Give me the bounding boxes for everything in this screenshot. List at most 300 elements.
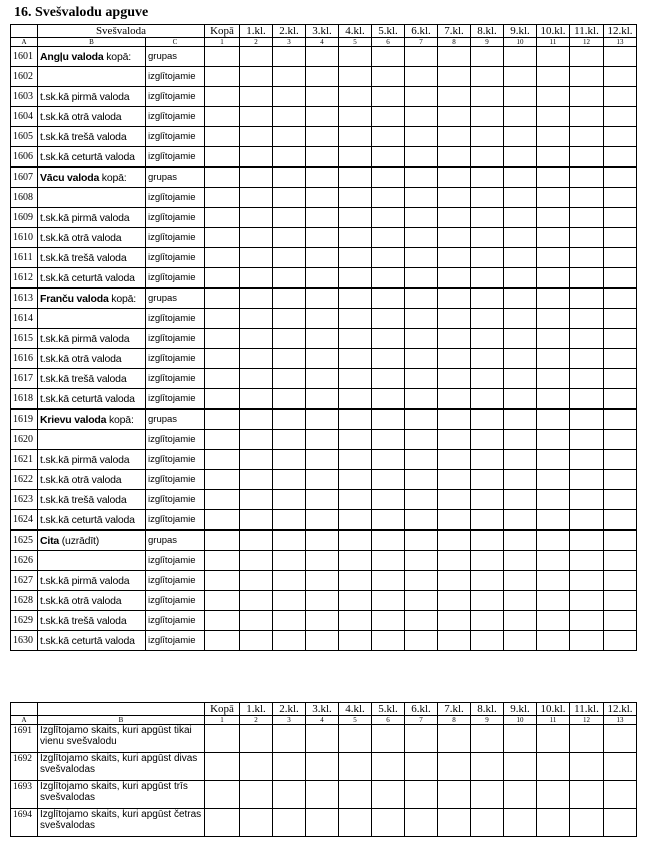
data-cell[interactable] <box>570 127 604 147</box>
data-cell[interactable] <box>471 228 504 248</box>
data-cell[interactable] <box>240 470 273 490</box>
data-cell[interactable] <box>537 530 570 551</box>
data-cell[interactable] <box>504 67 537 87</box>
data-cell[interactable] <box>504 47 537 67</box>
data-cell[interactable] <box>405 268 438 289</box>
data-cell[interactable] <box>273 188 306 208</box>
data-cell[interactable] <box>471 809 504 837</box>
data-cell[interactable] <box>438 268 471 289</box>
data-cell[interactable] <box>438 571 471 591</box>
data-cell[interactable] <box>537 67 570 87</box>
data-cell[interactable] <box>471 369 504 389</box>
data-cell[interactable] <box>471 781 504 809</box>
data-cell[interactable] <box>306 208 339 228</box>
data-cell[interactable] <box>405 430 438 450</box>
data-cell[interactable] <box>570 490 604 510</box>
data-cell[interactable] <box>537 167 570 188</box>
data-cell[interactable] <box>240 288 273 309</box>
data-cell[interactable] <box>405 470 438 490</box>
data-cell[interactable] <box>339 490 372 510</box>
data-cell[interactable] <box>438 510 471 531</box>
data-cell[interactable] <box>604 470 637 490</box>
data-cell[interactable] <box>604 781 637 809</box>
data-cell[interactable] <box>306 188 339 208</box>
data-cell[interactable] <box>372 87 405 107</box>
data-cell[interactable] <box>604 329 637 349</box>
data-cell[interactable] <box>471 309 504 329</box>
data-cell[interactable] <box>504 530 537 551</box>
data-cell[interactable] <box>372 228 405 248</box>
data-cell[interactable] <box>273 490 306 510</box>
data-cell[interactable] <box>438 349 471 369</box>
data-cell[interactable] <box>504 369 537 389</box>
data-cell[interactable] <box>438 288 471 309</box>
data-cell[interactable] <box>537 753 570 781</box>
data-cell[interactable] <box>570 107 604 127</box>
data-cell[interactable] <box>570 470 604 490</box>
data-cell[interactable] <box>306 349 339 369</box>
data-cell[interactable] <box>471 611 504 631</box>
data-cell[interactable] <box>339 87 372 107</box>
data-cell[interactable] <box>471 753 504 781</box>
data-cell[interactable] <box>273 611 306 631</box>
data-cell[interactable] <box>240 809 273 837</box>
data-cell[interactable] <box>471 349 504 369</box>
data-cell[interactable] <box>339 781 372 809</box>
data-cell[interactable] <box>438 551 471 571</box>
data-cell[interactable] <box>504 753 537 781</box>
data-cell[interactable] <box>339 631 372 651</box>
data-cell[interactable] <box>471 127 504 147</box>
data-cell[interactable] <box>438 409 471 430</box>
data-cell[interactable] <box>438 107 471 127</box>
data-cell[interactable] <box>604 369 637 389</box>
data-cell[interactable] <box>240 389 273 410</box>
data-cell[interactable] <box>537 591 570 611</box>
data-cell[interactable] <box>372 268 405 289</box>
data-cell[interactable] <box>273 87 306 107</box>
data-cell[interactable] <box>205 47 240 67</box>
data-cell[interactable] <box>604 409 637 430</box>
data-cell[interactable] <box>537 389 570 410</box>
data-cell[interactable] <box>405 753 438 781</box>
data-cell[interactable] <box>604 167 637 188</box>
data-cell[interactable] <box>205 268 240 289</box>
data-cell[interactable] <box>372 470 405 490</box>
data-cell[interactable] <box>570 530 604 551</box>
data-cell[interactable] <box>405 349 438 369</box>
data-cell[interactable] <box>504 490 537 510</box>
data-cell[interactable] <box>306 631 339 651</box>
data-cell[interactable] <box>306 87 339 107</box>
data-cell[interactable] <box>273 510 306 531</box>
data-cell[interactable] <box>471 510 504 531</box>
data-cell[interactable] <box>504 389 537 410</box>
data-cell[interactable] <box>372 490 405 510</box>
data-cell[interactable] <box>504 409 537 430</box>
data-cell[interactable] <box>205 725 240 753</box>
data-cell[interactable] <box>339 725 372 753</box>
data-cell[interactable] <box>570 389 604 410</box>
data-cell[interactable] <box>240 329 273 349</box>
data-cell[interactable] <box>339 208 372 228</box>
data-cell[interactable] <box>570 753 604 781</box>
data-cell[interactable] <box>240 631 273 651</box>
data-cell[interactable] <box>339 127 372 147</box>
data-cell[interactable] <box>438 631 471 651</box>
data-cell[interactable] <box>372 67 405 87</box>
data-cell[interactable] <box>570 809 604 837</box>
data-cell[interactable] <box>438 167 471 188</box>
data-cell[interactable] <box>438 369 471 389</box>
data-cell[interactable] <box>405 591 438 611</box>
data-cell[interactable] <box>339 450 372 470</box>
data-cell[interactable] <box>339 389 372 410</box>
data-cell[interactable] <box>537 188 570 208</box>
data-cell[interactable] <box>570 228 604 248</box>
data-cell[interactable] <box>372 309 405 329</box>
data-cell[interactable] <box>240 369 273 389</box>
data-cell[interactable] <box>240 591 273 611</box>
data-cell[interactable] <box>339 571 372 591</box>
data-cell[interactable] <box>438 147 471 168</box>
data-cell[interactable] <box>205 470 240 490</box>
data-cell[interactable] <box>438 725 471 753</box>
data-cell[interactable] <box>205 571 240 591</box>
data-cell[interactable] <box>570 571 604 591</box>
data-cell[interactable] <box>471 571 504 591</box>
data-cell[interactable] <box>471 268 504 289</box>
data-cell[interactable] <box>205 631 240 651</box>
data-cell[interactable] <box>372 611 405 631</box>
data-cell[interactable] <box>471 329 504 349</box>
data-cell[interactable] <box>471 167 504 188</box>
data-cell[interactable] <box>504 349 537 369</box>
data-cell[interactable] <box>504 208 537 228</box>
data-cell[interactable] <box>306 470 339 490</box>
data-cell[interactable] <box>205 147 240 168</box>
data-cell[interactable] <box>537 268 570 289</box>
data-cell[interactable] <box>273 349 306 369</box>
data-cell[interactable] <box>339 611 372 631</box>
data-cell[interactable] <box>240 611 273 631</box>
data-cell[interactable] <box>240 571 273 591</box>
data-cell[interactable] <box>205 248 240 268</box>
data-cell[interactable] <box>306 248 339 268</box>
data-cell[interactable] <box>471 107 504 127</box>
data-cell[interactable] <box>205 591 240 611</box>
data-cell[interactable] <box>471 430 504 450</box>
data-cell[interactable] <box>604 389 637 410</box>
data-cell[interactable] <box>604 571 637 591</box>
data-cell[interactable] <box>471 591 504 611</box>
data-cell[interactable] <box>306 389 339 410</box>
data-cell[interactable] <box>205 208 240 228</box>
data-cell[interactable] <box>604 147 637 168</box>
data-cell[interactable] <box>273 147 306 168</box>
data-cell[interactable] <box>273 329 306 349</box>
data-cell[interactable] <box>306 809 339 837</box>
data-cell[interactable] <box>273 268 306 289</box>
data-cell[interactable] <box>537 329 570 349</box>
data-cell[interactable] <box>205 228 240 248</box>
data-cell[interactable] <box>240 781 273 809</box>
data-cell[interactable] <box>273 809 306 837</box>
data-cell[interactable] <box>306 490 339 510</box>
data-cell[interactable] <box>372 329 405 349</box>
data-cell[interactable] <box>570 631 604 651</box>
data-cell[interactable] <box>504 571 537 591</box>
data-cell[interactable] <box>504 228 537 248</box>
data-cell[interactable] <box>240 530 273 551</box>
data-cell[interactable] <box>604 591 637 611</box>
data-cell[interactable] <box>570 349 604 369</box>
data-cell[interactable] <box>205 309 240 329</box>
data-cell[interactable] <box>205 167 240 188</box>
data-cell[interactable] <box>504 631 537 651</box>
data-cell[interactable] <box>537 809 570 837</box>
data-cell[interactable] <box>273 470 306 490</box>
data-cell[interactable] <box>240 510 273 531</box>
data-cell[interactable] <box>537 228 570 248</box>
data-cell[interactable] <box>604 309 637 329</box>
data-cell[interactable] <box>504 248 537 268</box>
data-cell[interactable] <box>570 268 604 289</box>
data-cell[interactable] <box>372 349 405 369</box>
data-cell[interactable] <box>339 167 372 188</box>
data-cell[interactable] <box>504 781 537 809</box>
data-cell[interactable] <box>306 268 339 289</box>
data-cell[interactable] <box>240 228 273 248</box>
data-cell[interactable] <box>240 753 273 781</box>
data-cell[interactable] <box>405 208 438 228</box>
data-cell[interactable] <box>537 470 570 490</box>
data-cell[interactable] <box>240 208 273 228</box>
data-cell[interactable] <box>205 369 240 389</box>
data-cell[interactable] <box>504 268 537 289</box>
data-cell[interactable] <box>570 147 604 168</box>
data-cell[interactable] <box>604 248 637 268</box>
data-cell[interactable] <box>205 490 240 510</box>
data-cell[interactable] <box>372 369 405 389</box>
data-cell[interactable] <box>504 167 537 188</box>
data-cell[interactable] <box>306 551 339 571</box>
data-cell[interactable] <box>339 47 372 67</box>
data-cell[interactable] <box>339 188 372 208</box>
data-cell[interactable] <box>405 127 438 147</box>
data-cell[interactable] <box>339 409 372 430</box>
data-cell[interactable] <box>273 450 306 470</box>
data-cell[interactable] <box>504 309 537 329</box>
data-cell[interactable] <box>240 67 273 87</box>
data-cell[interactable] <box>372 510 405 531</box>
data-cell[interactable] <box>570 551 604 571</box>
data-cell[interactable] <box>438 450 471 470</box>
data-cell[interactable] <box>438 430 471 450</box>
data-cell[interactable] <box>405 309 438 329</box>
data-cell[interactable] <box>240 127 273 147</box>
data-cell[interactable] <box>205 288 240 309</box>
data-cell[interactable] <box>570 781 604 809</box>
data-cell[interactable] <box>604 611 637 631</box>
data-cell[interactable] <box>604 551 637 571</box>
data-cell[interactable] <box>471 47 504 67</box>
data-cell[interactable] <box>570 510 604 531</box>
data-cell[interactable] <box>372 107 405 127</box>
data-cell[interactable] <box>570 87 604 107</box>
data-cell[interactable] <box>438 228 471 248</box>
data-cell[interactable] <box>372 571 405 591</box>
data-cell[interactable] <box>537 781 570 809</box>
data-cell[interactable] <box>205 551 240 571</box>
data-cell[interactable] <box>240 268 273 289</box>
data-cell[interactable] <box>504 147 537 168</box>
data-cell[interactable] <box>306 591 339 611</box>
data-cell[interactable] <box>504 430 537 450</box>
data-cell[interactable] <box>306 228 339 248</box>
data-cell[interactable] <box>273 571 306 591</box>
data-cell[interactable] <box>372 248 405 268</box>
data-cell[interactable] <box>537 430 570 450</box>
data-cell[interactable] <box>504 551 537 571</box>
data-cell[interactable] <box>570 67 604 87</box>
data-cell[interactable] <box>240 450 273 470</box>
data-cell[interactable] <box>405 67 438 87</box>
data-cell[interactable] <box>570 329 604 349</box>
data-cell[interactable] <box>471 631 504 651</box>
data-cell[interactable] <box>438 530 471 551</box>
data-cell[interactable] <box>438 67 471 87</box>
data-cell[interactable] <box>273 288 306 309</box>
data-cell[interactable] <box>372 167 405 188</box>
data-cell[interactable] <box>471 188 504 208</box>
data-cell[interactable] <box>438 87 471 107</box>
data-cell[interactable] <box>405 107 438 127</box>
data-cell[interactable] <box>537 409 570 430</box>
data-cell[interactable] <box>339 248 372 268</box>
data-cell[interactable] <box>205 87 240 107</box>
data-cell[interactable] <box>205 530 240 551</box>
data-cell[interactable] <box>240 107 273 127</box>
data-cell[interactable] <box>339 369 372 389</box>
data-cell[interactable] <box>240 490 273 510</box>
data-cell[interactable] <box>205 127 240 147</box>
data-cell[interactable] <box>372 809 405 837</box>
data-cell[interactable] <box>438 753 471 781</box>
data-cell[interactable] <box>504 127 537 147</box>
data-cell[interactable] <box>339 147 372 168</box>
data-cell[interactable] <box>240 430 273 450</box>
data-cell[interactable] <box>604 107 637 127</box>
data-cell[interactable] <box>273 725 306 753</box>
data-cell[interactable] <box>372 47 405 67</box>
data-cell[interactable] <box>537 369 570 389</box>
data-cell[interactable] <box>205 430 240 450</box>
data-cell[interactable] <box>537 611 570 631</box>
data-cell[interactable] <box>372 409 405 430</box>
data-cell[interactable] <box>306 127 339 147</box>
data-cell[interactable] <box>205 753 240 781</box>
data-cell[interactable] <box>273 309 306 329</box>
data-cell[interactable] <box>438 208 471 228</box>
data-cell[interactable] <box>306 409 339 430</box>
data-cell[interactable] <box>405 450 438 470</box>
data-cell[interactable] <box>372 551 405 571</box>
data-cell[interactable] <box>273 208 306 228</box>
data-cell[interactable] <box>306 611 339 631</box>
data-cell[interactable] <box>405 551 438 571</box>
data-cell[interactable] <box>273 530 306 551</box>
data-cell[interactable] <box>537 208 570 228</box>
data-cell[interactable] <box>306 167 339 188</box>
data-cell[interactable] <box>471 409 504 430</box>
data-cell[interactable] <box>604 127 637 147</box>
data-cell[interactable] <box>471 490 504 510</box>
data-cell[interactable] <box>306 450 339 470</box>
data-cell[interactable] <box>570 248 604 268</box>
data-cell[interactable] <box>273 430 306 450</box>
data-cell[interactable] <box>405 248 438 268</box>
data-cell[interactable] <box>339 288 372 309</box>
data-cell[interactable] <box>240 188 273 208</box>
data-cell[interactable] <box>504 288 537 309</box>
data-cell[interactable] <box>438 248 471 268</box>
data-cell[interactable] <box>604 510 637 531</box>
data-cell[interactable] <box>306 571 339 591</box>
data-cell[interactable] <box>471 248 504 268</box>
data-cell[interactable] <box>570 430 604 450</box>
data-cell[interactable] <box>240 87 273 107</box>
data-cell[interactable] <box>604 809 637 837</box>
data-cell[interactable] <box>438 127 471 147</box>
data-cell[interactable] <box>372 288 405 309</box>
data-cell[interactable] <box>504 809 537 837</box>
data-cell[interactable] <box>205 450 240 470</box>
data-cell[interactable] <box>471 470 504 490</box>
data-cell[interactable] <box>537 288 570 309</box>
data-cell[interactable] <box>339 107 372 127</box>
data-cell[interactable] <box>471 530 504 551</box>
data-cell[interactable] <box>306 288 339 309</box>
data-cell[interactable] <box>205 349 240 369</box>
data-cell[interactable] <box>372 530 405 551</box>
data-cell[interactable] <box>604 208 637 228</box>
data-cell[interactable] <box>604 631 637 651</box>
data-cell[interactable] <box>570 450 604 470</box>
data-cell[interactable] <box>273 389 306 410</box>
data-cell[interactable] <box>570 611 604 631</box>
data-cell[interactable] <box>537 87 570 107</box>
data-cell[interactable] <box>504 329 537 349</box>
data-cell[interactable] <box>339 329 372 349</box>
data-cell[interactable] <box>240 409 273 430</box>
data-cell[interactable] <box>405 409 438 430</box>
data-cell[interactable] <box>405 571 438 591</box>
data-cell[interactable] <box>405 288 438 309</box>
data-cell[interactable] <box>471 450 504 470</box>
data-cell[interactable] <box>273 631 306 651</box>
data-cell[interactable] <box>306 107 339 127</box>
data-cell[interactable] <box>306 67 339 87</box>
data-cell[interactable] <box>604 450 637 470</box>
data-cell[interactable] <box>604 47 637 67</box>
data-cell[interactable] <box>273 409 306 430</box>
data-cell[interactable] <box>438 809 471 837</box>
data-cell[interactable] <box>339 510 372 531</box>
data-cell[interactable] <box>570 47 604 67</box>
data-cell[interactable] <box>339 228 372 248</box>
data-cell[interactable] <box>570 167 604 188</box>
